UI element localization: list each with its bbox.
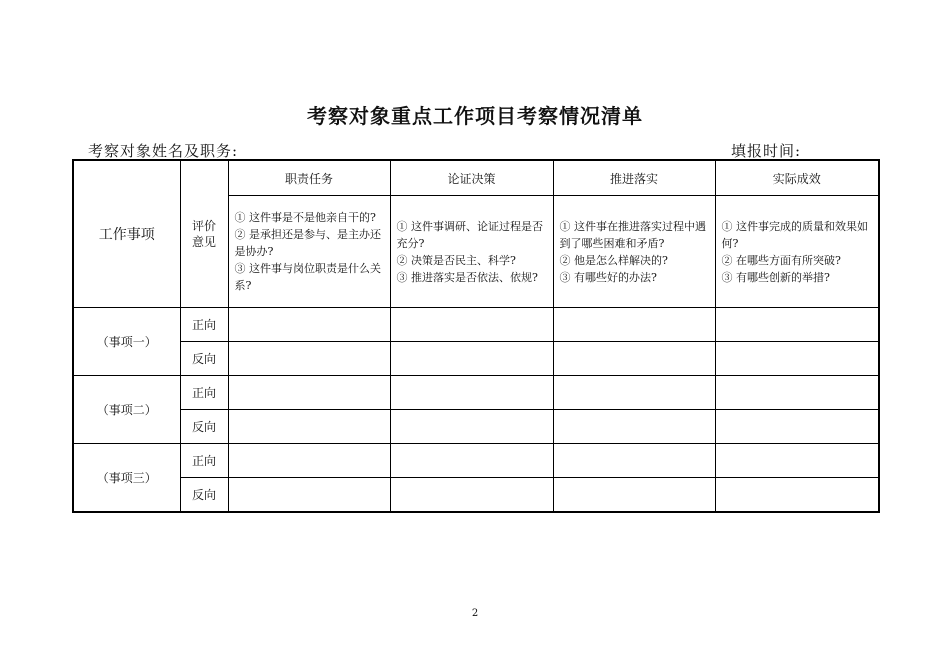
column-header-results: 实际成效: [715, 160, 879, 196]
subject-name-label: 考察对象姓名及职务:: [88, 142, 239, 160]
criteria-item: ① 这件事在推进落实过程中遇到了哪些困难和矛盾?: [559, 219, 706, 250]
negative-label: 反向: [180, 342, 228, 376]
table-row: [73, 410, 879, 444]
page-number: 2: [471, 608, 479, 619]
entry-cell[interactable]: [390, 478, 553, 513]
criteria-decision: [390, 196, 553, 308]
entry-cell[interactable]: [715, 342, 879, 376]
table-row: [73, 342, 879, 376]
criteria-results: [715, 196, 879, 308]
item-label-3: （事项三）: [73, 444, 180, 513]
criteria-item: ② 决策是否民主、科学?: [396, 253, 516, 267]
entry-cell[interactable]: [228, 376, 390, 410]
criteria-duties: [228, 196, 390, 308]
criteria-item: ③ 有哪些创新的举措?: [721, 270, 830, 284]
fill-time-label: 填报时间:: [731, 142, 802, 160]
column-header-implementation: 推进落实: [553, 160, 715, 196]
entry-cell[interactable]: [390, 376, 553, 410]
evaluation-header-line1: 评价: [191, 219, 216, 233]
entry-cell[interactable]: [553, 342, 715, 376]
column-header-duties: 职责任务: [228, 160, 390, 196]
entry-cell[interactable]: [228, 308, 390, 342]
positive-label: 正向: [180, 376, 228, 410]
positive-label: 正向: [180, 308, 228, 342]
table-row: [73, 376, 879, 410]
entry-cell[interactable]: [553, 308, 715, 342]
entry-cell[interactable]: [553, 410, 715, 444]
table-row: [73, 444, 879, 478]
entry-cell[interactable]: [228, 410, 390, 444]
column-header-decision: 论证决策: [390, 160, 553, 196]
negative-label: 反向: [180, 478, 228, 513]
entry-cell[interactable]: [228, 478, 390, 513]
entry-cell[interactable]: [553, 478, 715, 513]
positive-label: 正向: [180, 444, 228, 478]
criteria-item: ② 是承担还是参与、是主办还是协办?: [234, 228, 381, 258]
entry-cell[interactable]: [553, 376, 715, 410]
entry-cell[interactable]: [228, 444, 390, 478]
evaluation-header-line2: 意见: [191, 235, 216, 249]
entry-cell[interactable]: [390, 410, 553, 444]
table-row: [73, 478, 879, 513]
negative-label: 反向: [180, 410, 228, 444]
criteria-item: ③ 这件事与岗位职责是什么关系?: [234, 262, 381, 292]
entry-cell[interactable]: [715, 308, 879, 342]
item-label-1: （事项一）: [73, 308, 180, 376]
work-item-header: 工作事项: [73, 160, 180, 308]
criteria-item: ② 他是怎么样解决的?: [559, 253, 668, 267]
evaluation-header: [180, 160, 228, 308]
entry-cell[interactable]: [553, 444, 715, 478]
entry-cell[interactable]: [390, 308, 553, 342]
entry-cell[interactable]: [715, 478, 879, 513]
document-title: 考察对象重点工作项目考察情况清单: [307, 104, 643, 128]
criteria-item: ③ 推进落实是否依法、依规?: [396, 270, 538, 284]
item-label-2: （事项二）: [73, 376, 180, 444]
entry-cell[interactable]: [228, 342, 390, 376]
entry-cell[interactable]: [715, 410, 879, 444]
entry-cell[interactable]: [390, 342, 553, 376]
entry-cell[interactable]: [715, 444, 879, 478]
criteria-implementation: [553, 196, 715, 308]
entry-cell[interactable]: [390, 444, 553, 478]
criteria-item: ① 这件事是不是他亲自干的?: [234, 211, 376, 224]
criteria-item: ① 这件事完成的质量和效果如何?: [721, 219, 868, 250]
criteria-item: ② 在哪些方面有所突破?: [721, 253, 841, 267]
table-row: [73, 308, 879, 342]
evaluation-table: [72, 159, 880, 513]
criteria-item: ① 这件事调研、论证过程是否充分?: [396, 219, 543, 250]
criteria-item: ③ 有哪些好的办法?: [559, 270, 657, 284]
entry-cell[interactable]: [715, 376, 879, 410]
